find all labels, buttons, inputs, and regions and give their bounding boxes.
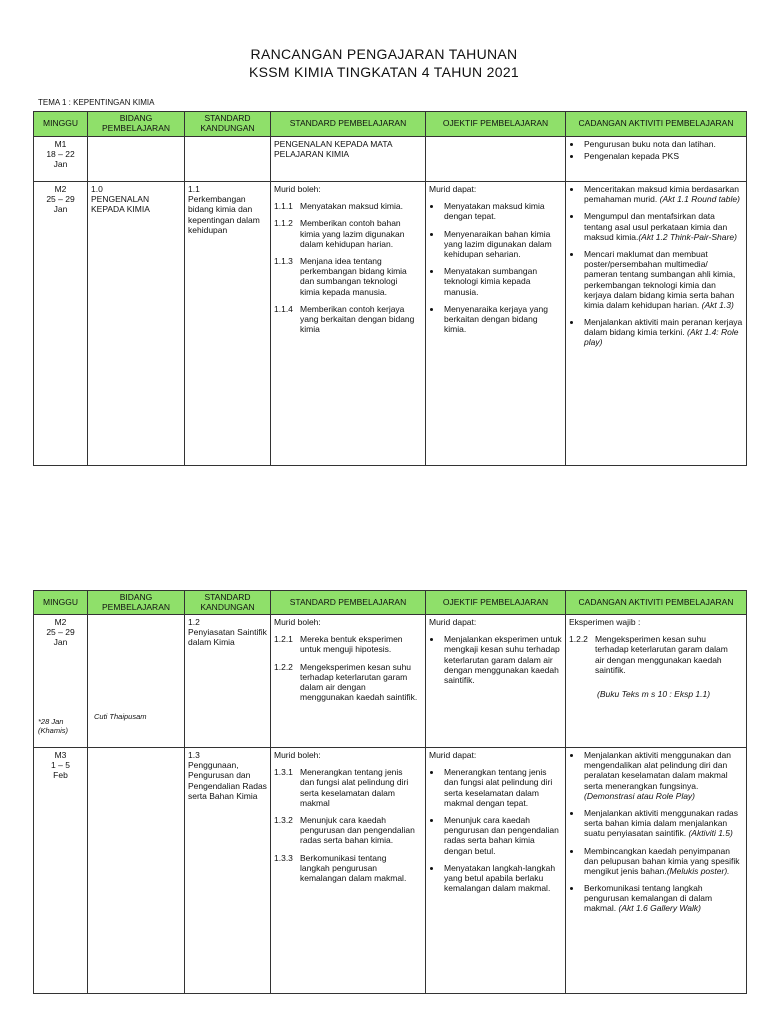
col-header-bidang: BIDANG PEMBELAJARAN	[88, 112, 185, 137]
cadangan-cell	[566, 748, 747, 994]
list-item: • Mencari maklumat dan membuat poster/persembahan multimedia/ pameran tentang sumbangan ahli kimia, perkembangan teknologi kimia dan kerjaya dalam bidang kimia serta bahan kimia dalam kehidupan harian. (Akt 1.3)	[582, 249, 743, 310]
week-cell: M2 25 – 29 Jan *28 Jan (Khamis)	[34, 615, 88, 748]
col-header-standard-kandungan: STANDARD KANDUNGAN	[185, 591, 271, 615]
col-header-minggu: MINGGU	[34, 591, 88, 615]
bidang-cell	[88, 615, 185, 748]
objektif-cell	[426, 137, 566, 182]
list-item: 1.2.2 Mengeksperimen kesan suhu terhadap keterlarutan garam dalam air dengan menggunakan kaedah saintifik.	[274, 661, 418, 703]
week-cell: M3 1 – 5 Feb	[34, 748, 88, 994]
list-item: • Membincangkan kaedah penyimpanan dan pelupusan bahan kimia yang spesifik mengikut jenis bahan.(Melukis poster).	[582, 846, 743, 877]
col-header-objektif: OJEKTIF PEMBELAJARAN	[426, 591, 566, 615]
standard-kandungan-cell: 1.3 Penggunaan, Pengurusan dan Pengendalian Radas serta Bahan Kimia	[185, 748, 271, 994]
col-header-cadangan: CADANGAN AKTIVITI PEMBELAJARAN	[566, 591, 747, 615]
sp-intro: Murid boleh:	[274, 617, 321, 627]
theme-label: TEMA 1 : KEPENTINGAN KIMIA	[38, 98, 155, 107]
standard-pembelajaran-cell	[271, 748, 426, 994]
list-item: 1.1.2 Memberikan contoh bahan kimia yang lazim digunakan dalam kehidupan harian.	[274, 218, 405, 249]
col-header-cadangan: CADANGAN AKTIVITI PEMBELAJARAN	[566, 112, 747, 137]
bidang-cell	[88, 137, 185, 182]
list-item: • Menyatakan maksud kimia dengan tepat.	[442, 201, 562, 221]
col-header-standard-pembelajaran: STANDARD PEMBELAJARAN	[271, 591, 426, 615]
table-header-row	[34, 591, 747, 615]
lesson-plan-table-2	[33, 590, 747, 994]
table-row	[34, 615, 747, 748]
obj-intro: Murid dapat:	[429, 617, 477, 627]
table-row	[34, 748, 747, 994]
list-item: 1.1.3 Menjana idea tentang perkembangan bidang kimia dan sumbangan teknologi kimia kepada manusia.	[274, 255, 407, 297]
holiday-note: Cuti Thaipusam	[94, 712, 147, 721]
obj-intro: Murid dapat:	[429, 184, 477, 194]
list-item: • Pengurusan buku nota dan latihan.	[582, 139, 743, 149]
cad-note: (Buku Teks m s 10 : Eksp 1.1)	[597, 688, 711, 699]
col-header-bidang: BIDANG PEMBELAJARAN	[88, 591, 185, 615]
standard-pembelajaran-cell	[271, 182, 426, 466]
week-cell: M1 18 – 22 Jan	[34, 137, 88, 182]
standard-pembelajaran-cell: PENGENALAN KEPADA MATA PELAJARAN KIMIA	[271, 137, 426, 182]
objektif-cell	[426, 615, 566, 748]
list-item: • Menyenaraikan bahan kimia yang lazim digunakan dalam kehidupan seharian.	[442, 229, 562, 260]
col-header-objektif: OJEKTIF PEMBELAJARAN	[426, 112, 566, 137]
cad-intro: Eksperimen wajib :	[569, 617, 641, 627]
lesson-plan-table-1	[33, 111, 747, 466]
week-cell: M2 25 – 29 Jan	[34, 182, 88, 466]
cadangan-cell	[566, 137, 747, 182]
standard-pembelajaran-cell	[271, 615, 426, 748]
list-item: • Berkomunikasi tentang langkah pengurusan kemalangan di dalam makmal. (Akt 1.6 Gallery Walk)	[582, 883, 743, 914]
list-item: 1.3.2 Menunjuk cara kaedah pengurusan dan pengendalian radas serta bahan kimia.	[274, 814, 415, 846]
table-row	[34, 182, 747, 466]
obj-intro: Murid dapat:	[429, 750, 477, 760]
list-item: • Menunjuk cara kaedah pengurusan dan pengendalian radas serta bahan kimia dengan betul.	[442, 815, 562, 856]
standard-kandungan-cell	[185, 137, 271, 182]
bidang-cell: 1.0 PENGENALAN KEPADA KIMIA	[88, 182, 185, 466]
list-item: • Menjalankan aktiviti menggunakan dan mengendalikan alat pelindung diri dan peralatan keselamatan dalam makmal serta menerangkan fungsinya. (Demonstrasi atau Role Play)	[582, 750, 743, 801]
sp-intro: Murid boleh:	[274, 750, 321, 760]
list-item: • Mengumpul dan mentafsirkan data tentang asal usul perkataan kimia dan maksud kimia.(Akt 1.2 Think-Pair-Share)	[582, 211, 743, 242]
list-item: • Menjalankan aktiviti main peranan kerjaya dalam bidang kimia terkini. (Akt 1.4: Role play)	[582, 317, 743, 348]
col-header-minggu: MINGGU	[34, 112, 88, 137]
standard-kandungan-cell: 1.1 Perkembangan bidang kimia dan kepentingan dalam kehidupan	[185, 182, 271, 466]
list-item: 1.1.1 Menyatakan maksud kimia.	[274, 201, 403, 212]
bidang-cell	[88, 748, 185, 994]
cadangan-cell	[566, 615, 747, 748]
list-item: • Menyenaraika kerjaya yang berkaitan dengan bidang kimia.	[442, 304, 562, 335]
sp-intro: Murid boleh:	[274, 184, 321, 194]
list-item: • Menyatakan sumbangan teknologi kimia kepada manusia.	[442, 266, 562, 297]
list-item: 1.2.1 Mereka bentuk eksperimen untuk menguji hipotesis.	[274, 634, 403, 655]
list-item: • Pengenalan kepada PKS	[582, 151, 743, 161]
col-header-standard-pembelajaran: STANDARD PEMBELAJARAN	[271, 112, 426, 137]
document-subtitle: KSSM KIMIA TINGKATAN 4 TAHUN 2021	[248, 64, 519, 80]
col-header-standard-kandungan: STANDARD KANDUNGAN	[185, 112, 271, 137]
holiday-date-note: *28 Jan (Khamis)	[38, 717, 69, 735]
table-header-row	[34, 112, 747, 137]
list-item: • Menerangkan tentang jenis dan fungsi alat pelindung diri serta keselamatan dalam makmal dengan tepat.	[442, 767, 562, 808]
list-item: 1.3.1 Menerangkan tentang jenis dan fungsi alat pelindung diri serta keselamatan dalam makmal	[274, 767, 409, 808]
list-item: 1.3.3 Berkomunikasi tentang langkah pengurusan kemalangan dalam makmal.	[274, 852, 407, 883]
standard-kandungan-cell: 1.2 Penyiasatan Saintifik dalam Kimia	[185, 615, 271, 748]
objektif-cell	[426, 748, 566, 994]
list-item: • Menjalankan aktiviti menggunakan radas serta bahan kimia dalam menjalankan suatu penyiasatan saintifik. (Aktiviti 1.5)	[582, 808, 743, 839]
document-title: RANCANGAN PENGAJARAN TAHUNAN	[250, 46, 518, 62]
list-item: • Menceritakan maksud kimia berdasarkan pemahaman murid. (Akt 1.1 Round table)	[582, 184, 743, 204]
cadangan-cell	[566, 182, 747, 466]
list-item: 1.1.4 Memberikan contoh kerjaya yang berkaitan dengan bidang kimia	[274, 303, 415, 335]
objektif-cell	[426, 182, 566, 466]
list-item: • Menyatakan langkah-langkah yang betul apabila berlaku kemalangan dalam makmal.	[442, 863, 562, 894]
table-row	[34, 137, 747, 182]
list-item: • Menjalankan eksperimen untuk mengkaji kesan suhu terhadap keterlarutan garam dalam air dengan menggunakan kaedah saintifik.	[442, 634, 562, 685]
list-item: 1.2.2 Mengeksperimen kesan suhu terhadap keterlarutan garam dalam air dengan menggunakan kaedah saintifik.	[569, 634, 728, 675]
